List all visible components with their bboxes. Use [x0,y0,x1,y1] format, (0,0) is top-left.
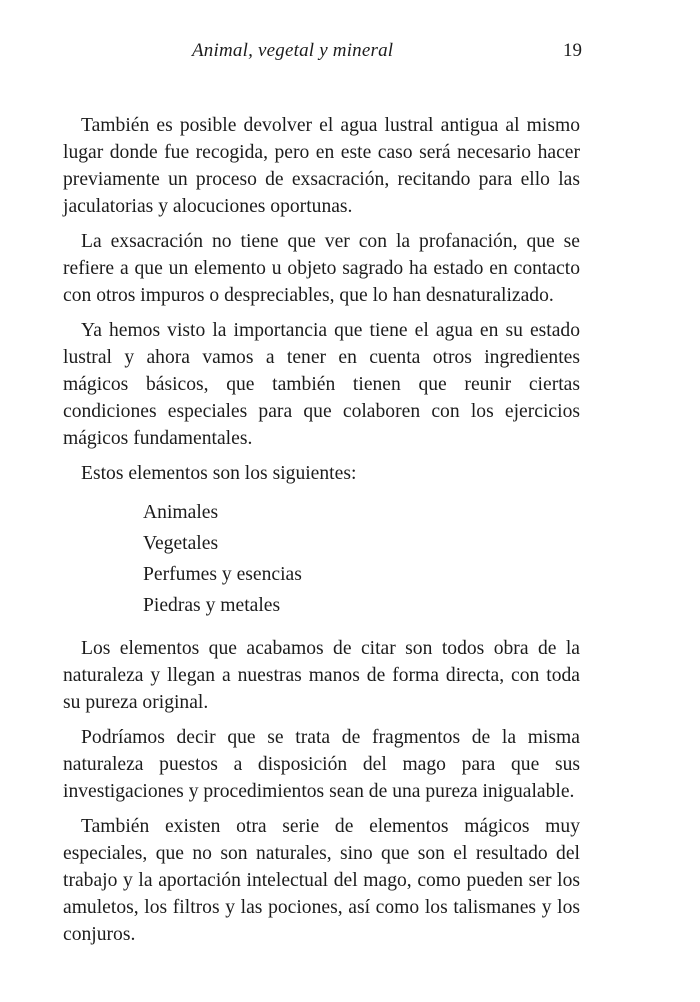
list-item: Animales [143,502,219,523]
list-item: Perfumes y esencias [143,564,302,585]
paragraph: También existen otra serie de elementos mágicos muy especiales, que no son naturales, sino que son el resultado del trabajo y la aportación intelectual del mago, como pueden ser los amuletos, los filtros y las pociones, así como los talismanes y los conjuros. [63,816,580,945]
body-text [63,112,580,956]
running-header [0,40,700,70]
running-title: Animal, vegetal y mineral [192,40,394,61]
elements-list [63,497,580,621]
paragraph: Ya hemos visto la importancia que tiene el agua en su estado lustral y ahora vamos a tener en cuenta otros ingredientes mágicos básicos, que también tienen que reunir ciertas condiciones especiales para que colaboren con los ejercicios mágicos fundamentales. [63,320,580,449]
paragraph: Los elementos que acabamos de citar son todos obra de la naturaleza y llegan a nuestras manos de forma directa, con toda su pureza original. [63,638,580,713]
paragraph: Podríamos decir que se trata de fragmentos de la misma naturaleza puestos a disposición del mago para que sus investigaciones y procedimientos sean de una pureza inigualable. [63,727,580,802]
list-item: Vegetales [143,533,219,554]
paragraph: La exsacración no tiene que ver con la profanación, que se refiere a que un elemento u objeto sagrado ha estado en contacto con otros impuros o despreciables, que lo han desnaturalizado. [63,231,580,306]
paragraph: Estos elementos son los siguientes: [81,463,357,484]
paragraph: También es posible devolver el agua lustral antigua al mismo lugar donde fue recogida, pero en este caso será necesario hacer previamente un proceso de exsacración, recitando para ello las jaculatorias y alocuciones oportunas. [63,115,580,217]
list-item: Piedras y metales [143,595,281,616]
page-number: 19 [563,40,582,61]
